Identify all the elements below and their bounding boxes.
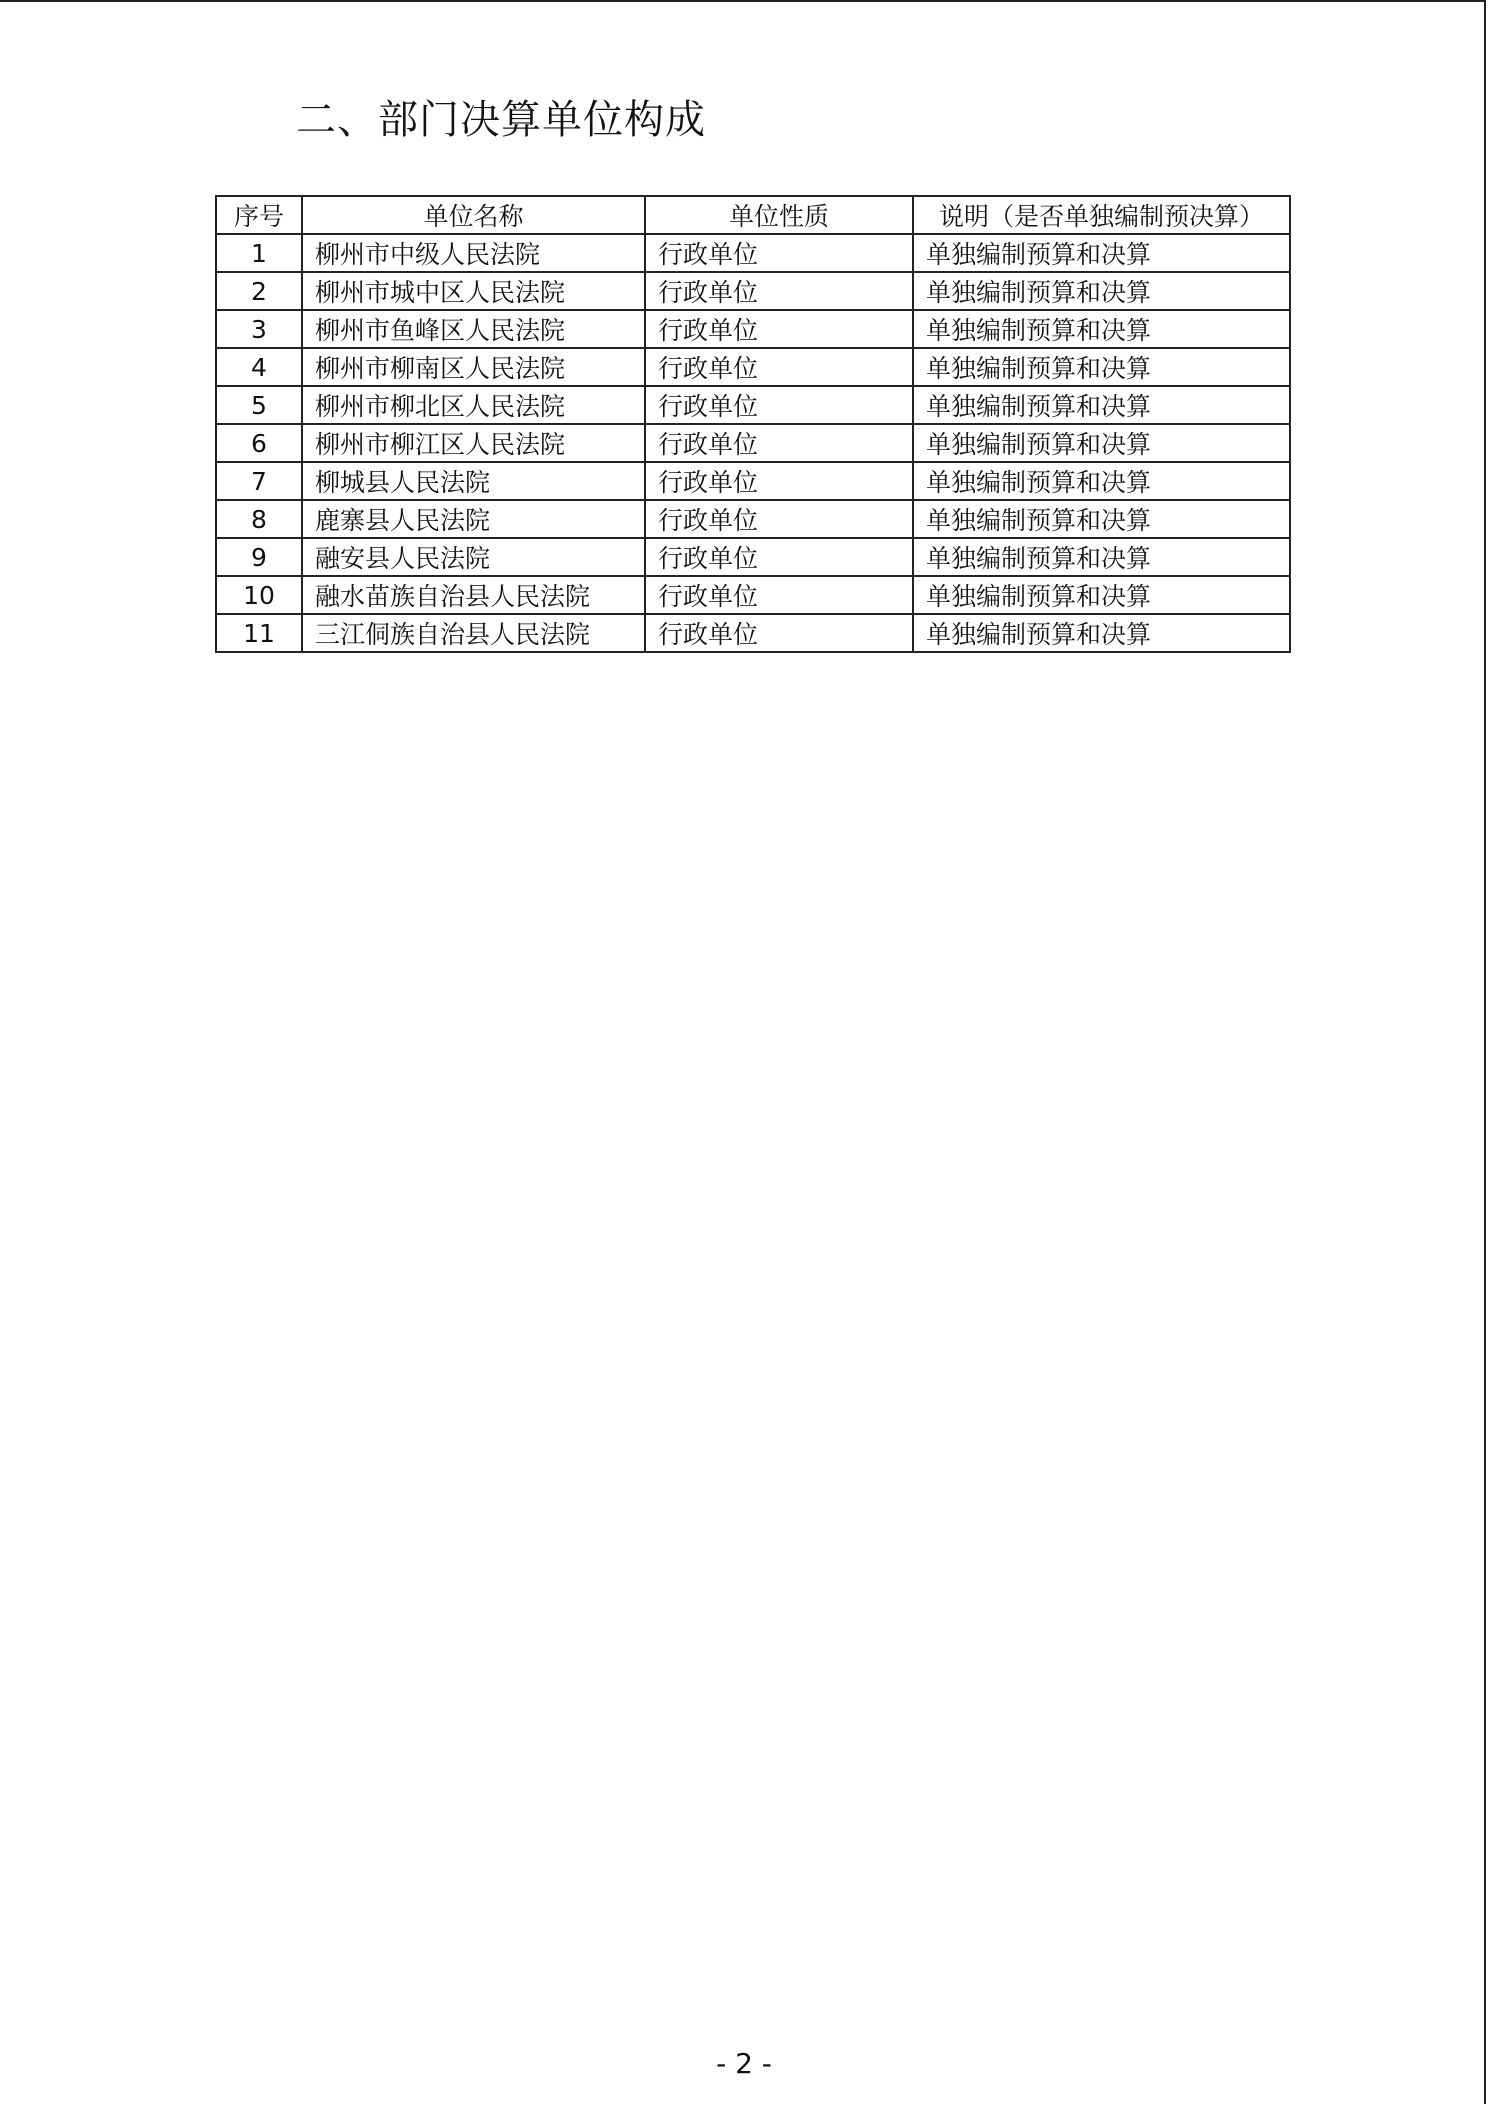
cell-unit-nature: 行政单位	[645, 386, 913, 424]
table-row	[216, 310, 1290, 348]
cell-description: 单独编制预算和决算	[913, 500, 1290, 538]
table-row	[216, 614, 1290, 652]
cell-unit-nature: 行政单位	[645, 424, 913, 462]
cell-description: 单独编制预算和决算	[913, 538, 1290, 576]
cell-serial: 5	[216, 386, 302, 424]
header-cell-unit-name: 单位名称	[302, 196, 645, 234]
table-row	[216, 462, 1290, 500]
cell-description: 单独编制预算和决算	[913, 462, 1290, 500]
cell-description: 单独编制预算和决算	[913, 234, 1290, 272]
header-cell-unit-nature: 单位性质	[645, 196, 913, 234]
cell-unit-nature: 行政单位	[645, 576, 913, 614]
page-number: - 2 -	[716, 2047, 772, 2080]
cell-description: 单独编制预算和决算	[913, 424, 1290, 462]
header-cell-description: 说明（是否单独编制预决算）	[913, 196, 1290, 234]
cell-serial: 3	[216, 310, 302, 348]
table-row	[216, 538, 1290, 576]
table-body	[216, 234, 1290, 652]
cell-serial: 8	[216, 500, 302, 538]
table-row	[216, 576, 1290, 614]
cell-unit-name: 柳州市柳江区人民法院	[302, 424, 645, 462]
unit-composition-table	[215, 195, 1291, 653]
cell-unit-name: 柳州市柳南区人民法院	[302, 348, 645, 386]
table-row	[216, 500, 1290, 538]
cell-serial: 9	[216, 538, 302, 576]
cell-unit-nature: 行政单位	[645, 272, 913, 310]
cell-serial: 10	[216, 576, 302, 614]
cell-unit-nature: 行政单位	[645, 310, 913, 348]
cell-description: 单独编制预算和决算	[913, 614, 1290, 652]
cell-unit-nature: 行政单位	[645, 538, 913, 576]
table-row	[216, 386, 1290, 424]
cell-description: 单独编制预算和决算	[913, 348, 1290, 386]
cell-unit-nature: 行政单位	[645, 348, 913, 386]
table-row	[216, 234, 1290, 272]
cell-unit-nature: 行政单位	[645, 234, 913, 272]
section-title: 二、部门决算单位构成	[296, 97, 706, 143]
table-row	[216, 348, 1290, 386]
cell-serial: 11	[216, 614, 302, 652]
cell-description: 单独编制预算和决算	[913, 386, 1290, 424]
cell-unit-name: 融水苗族自治县人民法院	[302, 576, 645, 614]
cell-description: 单独编制预算和决算	[913, 272, 1290, 310]
cell-unit-nature: 行政单位	[645, 614, 913, 652]
header-cell-serial: 序号	[216, 196, 302, 234]
cell-serial: 1	[216, 234, 302, 272]
cell-description: 单独编制预算和决算	[913, 310, 1290, 348]
cell-unit-name: 柳州市城中区人民法院	[302, 272, 645, 310]
cell-unit-name: 柳州市柳北区人民法院	[302, 386, 645, 424]
cell-serial: 2	[216, 272, 302, 310]
cell-serial: 7	[216, 462, 302, 500]
table-row	[216, 424, 1290, 462]
cell-description: 单独编制预算和决算	[913, 576, 1290, 614]
cell-serial: 6	[216, 424, 302, 462]
cell-unit-name: 三江侗族自治县人民法院	[302, 614, 645, 652]
table-row	[216, 272, 1290, 310]
cell-unit-name: 融安县人民法院	[302, 538, 645, 576]
cell-unit-nature: 行政单位	[645, 500, 913, 538]
cell-unit-name: 鹿寨县人民法院	[302, 500, 645, 538]
table-header-row	[216, 196, 1290, 234]
cell-unit-name: 柳州市中级人民法院	[302, 234, 645, 272]
cell-unit-nature: 行政单位	[645, 462, 913, 500]
cell-unit-name: 柳城县人民法院	[302, 462, 645, 500]
cell-unit-name: 柳州市鱼峰区人民法院	[302, 310, 645, 348]
cell-serial: 4	[216, 348, 302, 386]
